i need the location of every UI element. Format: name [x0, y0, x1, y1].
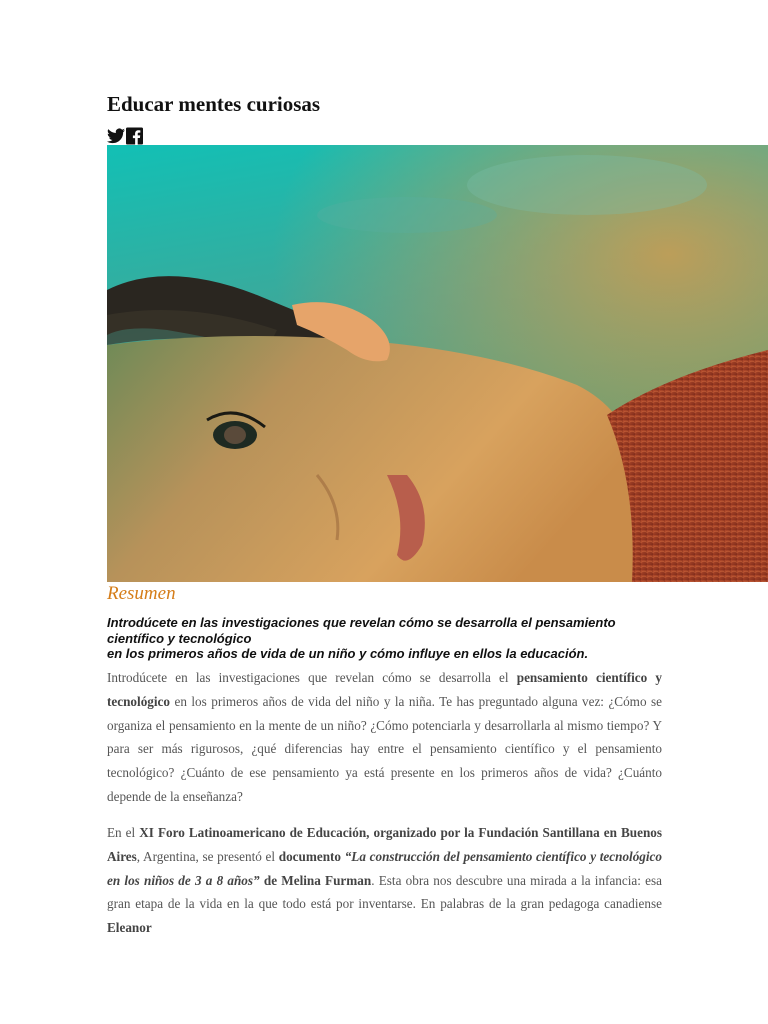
summary-lead — [107, 615, 667, 662]
body-paragraph-1 — [107, 666, 662, 809]
share-bar — [107, 126, 143, 145]
author-name: de Melina Furman — [259, 872, 372, 888]
bold-run: XI Foro Latinoamericano de Educación, organizado por la Fundación Santillana en Buenos Aires — [107, 825, 663, 864]
text-run: en los primeros años de vida del niño y la niña. Te has preguntado alguna vez: ¿Cómo se organiza el pensamiento en la mente de un niño? ¿Cómo potenciarla y desarrollarla al mismo tiempo? Y para ser más rigurosos, ¿qué diferencias hay entre el pensamiento científico y el pensamiento tecnológico? ¿Cuánto de ese pensamiento ya está presente en los primeros años de vida? ¿Cuánto depende de la enseñanza? — [107, 693, 662, 804]
bold-run: documento — [278, 848, 345, 864]
section-heading-resumen: Resumen — [107, 583, 176, 604]
bold-run: Eleanor — [107, 920, 152, 936]
text-run: , Argentina, se presentó el — [136, 848, 279, 864]
text-run: En el — [107, 825, 140, 840]
article-title: Educar mentes curiosas — [107, 92, 321, 116]
facebook-icon[interactable] — [126, 127, 143, 145]
summary-line: en los primeros años de vida de un niño y cómo influye en ellos la educación. — [107, 646, 589, 662]
twitter-icon[interactable] — [107, 128, 125, 144]
document-title: “La construcción del pensamiento científico y tecnológico en los niños de 3 a 8 años” — [107, 848, 662, 888]
summary-line: científico y tecnológico — [107, 630, 252, 646]
summary-line: Introdúcete en las investigaciones que revelan cómo se desarrolla el pensamiento — [107, 615, 616, 630]
text-run: . Esta obra nos descubre una mirada a la infancia: esa gran etapa de la vida en la que todo está por inventarse. En palabras de la gran pedagoga canadiense — [107, 872, 662, 912]
text-run: Introdúcete en las investigaciones que revelan cómo se desarrolla el — [107, 670, 517, 685]
body-paragraph-2 — [107, 821, 663, 936]
hero-image — [107, 145, 768, 582]
bold-run: pensamiento científico y tecnológico — [107, 670, 662, 709]
